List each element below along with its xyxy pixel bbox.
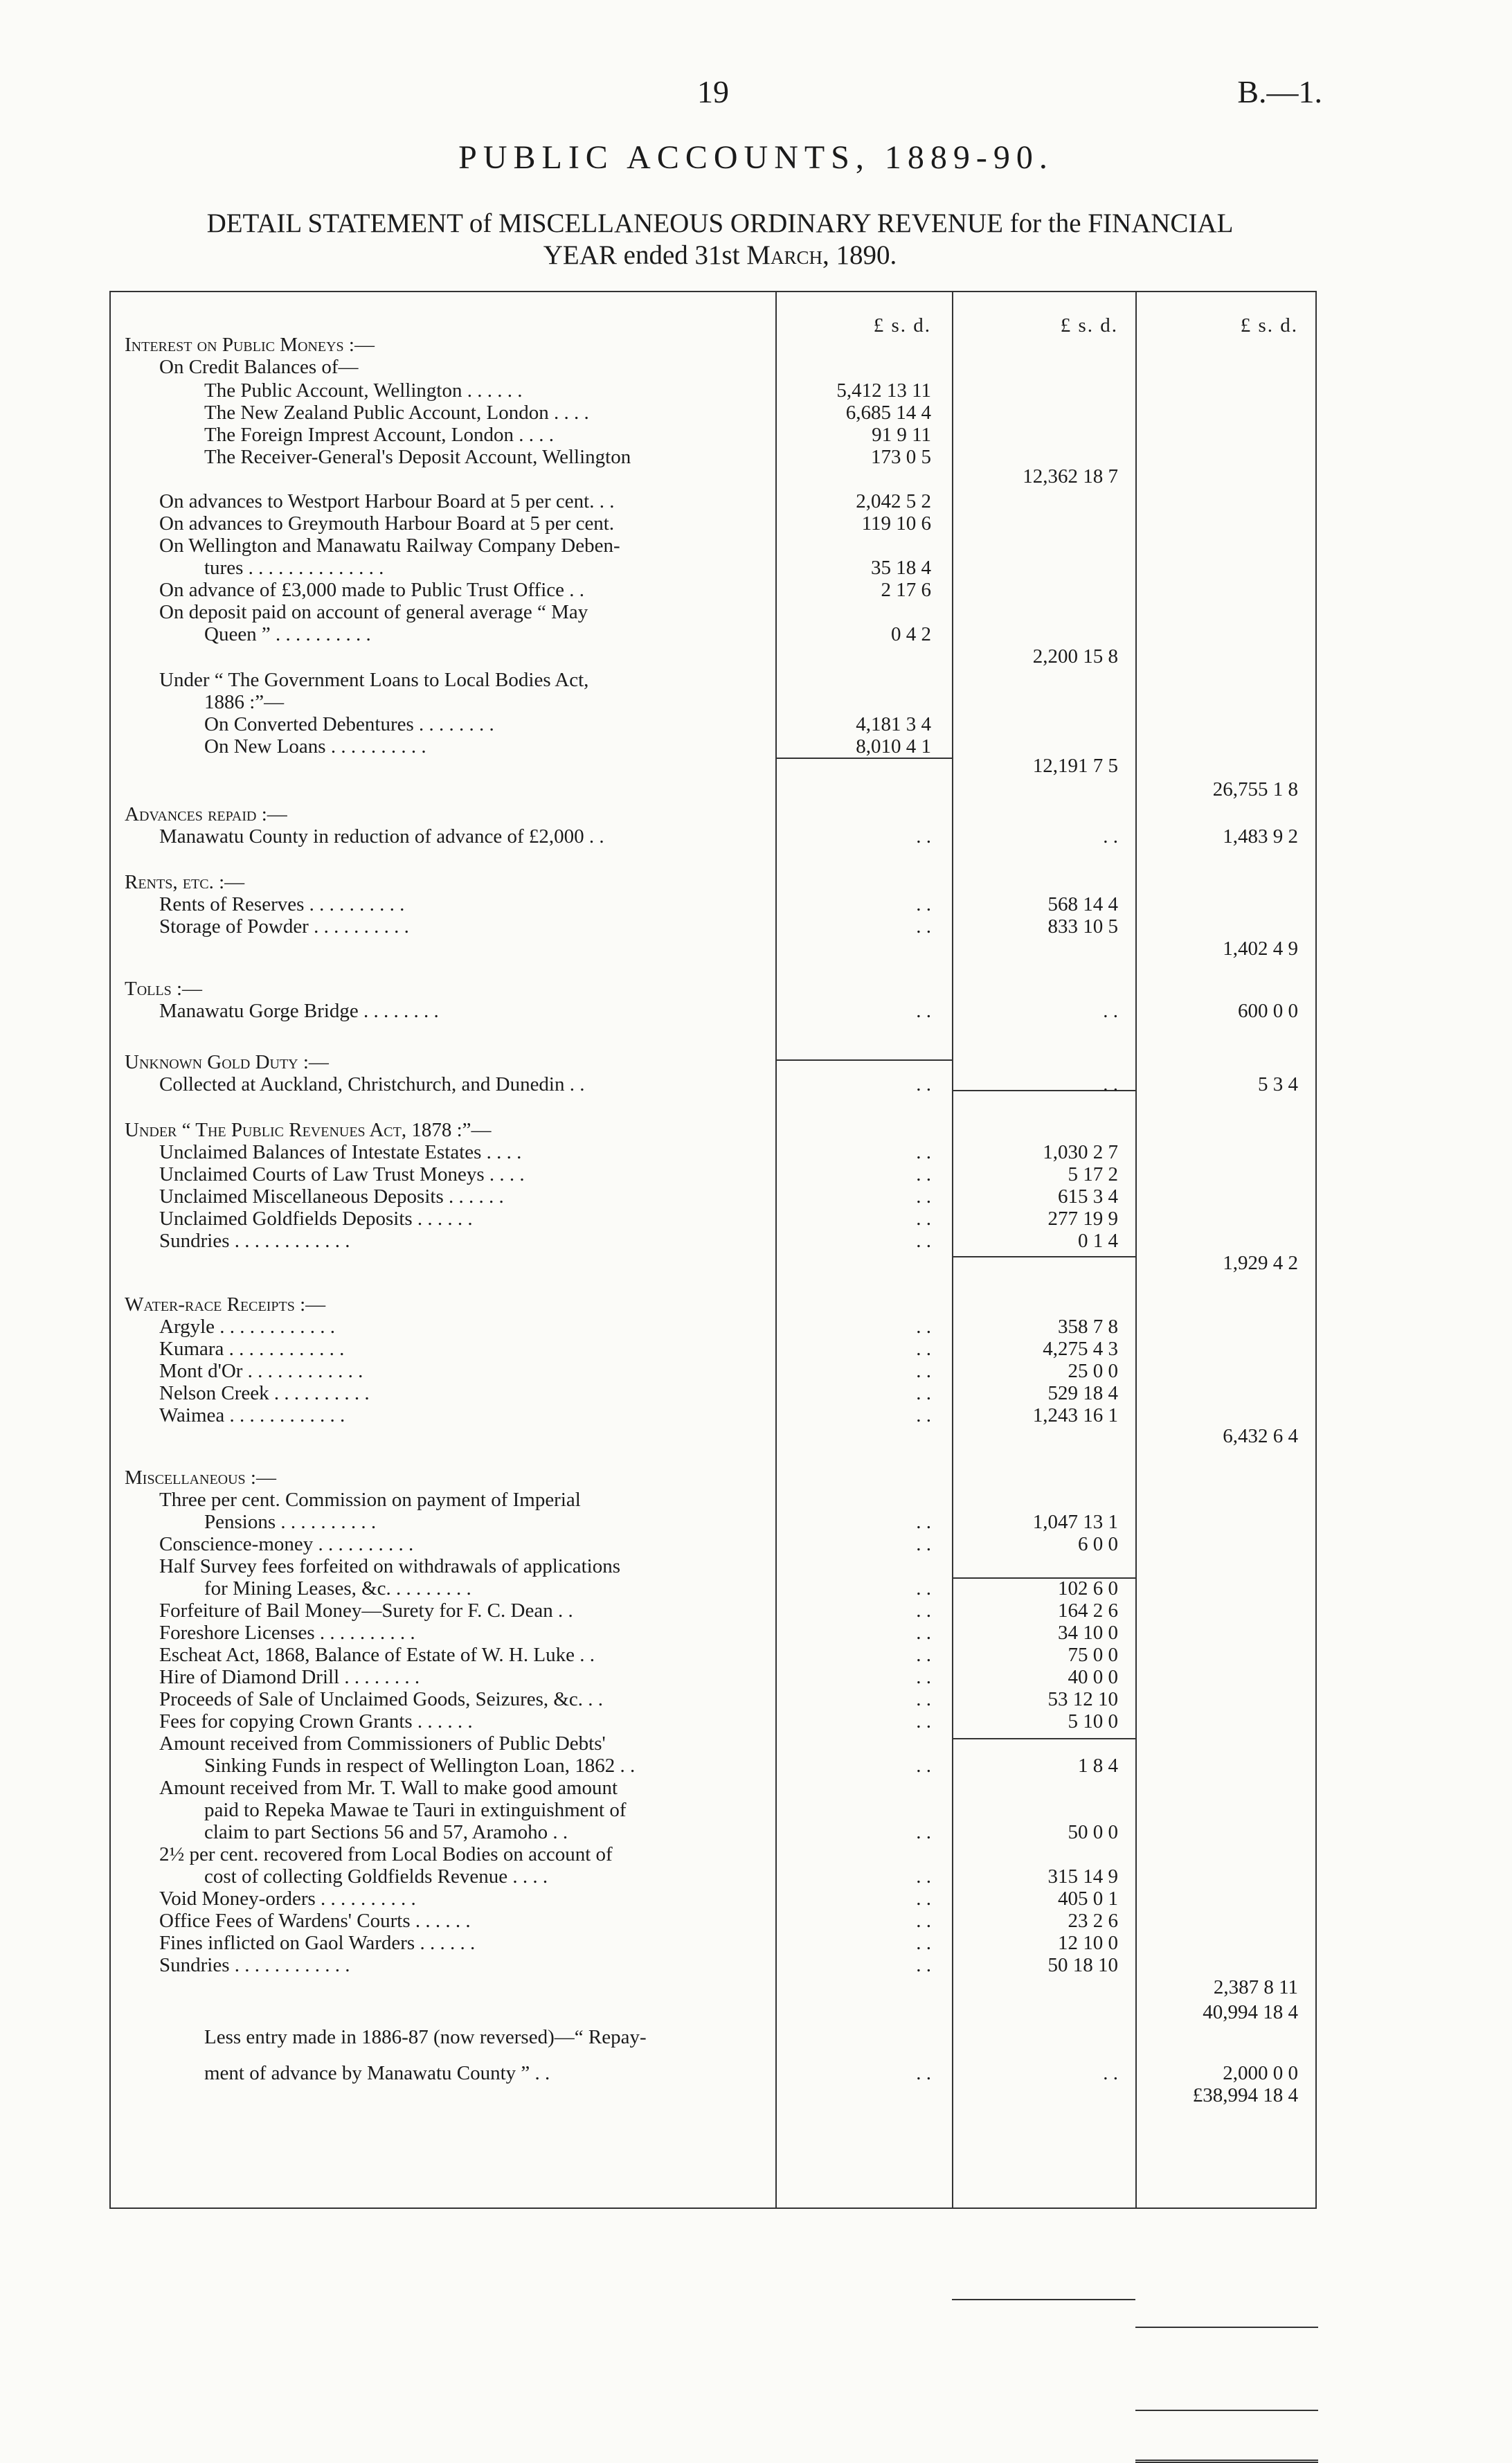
row-description: for Mining Leases, &c. . . . . . . . . [204,1577,471,1600]
amount-column-1: 4,181 3 4 [856,713,931,735]
amount-column-1: 0 4 2 [891,623,931,645]
row-description: Sundries . . . . . . . . . . . . [159,1230,350,1252]
table-row [111,579,1315,601]
amount-column-1: . . [916,1932,931,1954]
amount-column-1: . . [916,1644,931,1666]
section-heading: Water-race Receipts :— [125,1293,326,1316]
table-row [111,379,1315,402]
table-row [111,1976,1315,1998]
row-description: Pensions . . . . . . . . . . [204,1511,377,1533]
table-row [111,1843,1315,1865]
amount-column-3: 1,483 9 2 [1223,825,1298,848]
row-description: The Public Account, Wellington . . . . . . [204,379,523,402]
row-description: On advances to Westport Harbour Board at 5 per cent. . . [159,490,615,512]
row-description: Unclaimed Miscellaneous Deposits . . . . . . [159,1185,504,1208]
amount-column-2: . . [1103,1000,1118,1022]
table-row [111,893,1315,915]
amount-column-1: . . [916,1000,931,1022]
amount-column-2: 12,191 7 5 [1032,755,1118,777]
section-heading-row [111,871,1315,893]
amount-column-2: 25 0 0 [1068,1360,1118,1382]
table-row [111,1425,1315,1447]
amount-column-2: 34 10 0 [1058,1622,1118,1644]
section-heading: Rents, etc. :— [125,871,245,893]
amount-column-2: 529 18 4 [1047,1382,1118,1404]
table-row [111,1489,1315,1511]
revenue-table [109,291,1317,2209]
table-row [111,1799,1315,1821]
amount-column-1: . . [916,825,931,848]
table-row [111,1338,1315,1360]
table-row [111,1710,1315,1732]
row-description: tures . . . . . . . . . . . . . . [204,557,384,579]
row-description: Three per cent. Commission on payment of Imperial [159,1489,581,1511]
total-rule [1135,2327,1318,2328]
amount-column-2: 568 14 4 [1047,893,1118,915]
section-heading-row [111,334,1315,356]
row-description: Kumara . . . . . . . . . . . . [159,1338,345,1360]
section-heading: Unknown Gold Duty :— [125,1051,329,1073]
amount-column-1: . . [916,1954,931,1976]
row-description: Half Survey fees forfeited on withdrawals of applications [159,1555,620,1577]
subtotal-rule [952,2299,1135,2300]
table-row [111,1777,1315,1799]
column-header-3: £ s. d. [1240,314,1298,337]
amount-column-2: 405 0 1 [1058,1888,1118,1910]
amount-column-2: 23 2 6 [1068,1910,1118,1932]
subtitle-month: March [746,240,822,270]
amount-column-1: . . [916,1910,931,1932]
table-row [111,535,1315,557]
amount-column-1: 8,010 4 1 [856,735,931,758]
document-reference: B.—1. [1237,74,1322,109]
amount-column-1: . . [916,1533,931,1555]
row-description: Manawatu County in reduction of advance of £2,000 . . [159,825,604,848]
statement-subtitle [97,208,1343,271]
row-description: The Foreign Imprest Account, London . . . . [204,424,554,446]
table-row [111,490,1315,512]
table-row [111,1252,1315,1274]
table-row [111,557,1315,579]
row-description: Forfeiture of Bail Money—Surety for F. C. Dean . . [159,1600,573,1622]
amount-column-2: 1 8 4 [1078,1755,1118,1777]
amount-column-1: . . [916,1888,931,1910]
amount-column-2: 5 10 0 [1068,1710,1118,1732]
row-description: Less entry made in 1886-87 (now reversed)—“ Repay- [204,2026,647,2048]
row-description: Unclaimed Goldfields Deposits . . . . . . [159,1208,473,1230]
table-row [111,2084,1315,2106]
table-row [111,645,1315,668]
row-description: cost of collecting Goldfields Revenue . . . . [204,1865,548,1888]
table-row [111,691,1315,713]
subtitle-line-2-c: , 1890. [822,240,897,270]
total-rule [1135,2410,1318,2411]
table-row [111,1000,1315,1022]
section-heading: Miscellaneous :— [125,1467,276,1489]
amount-column-2: 5 17 2 [1068,1163,1118,1185]
section-heading-row [111,1119,1315,1141]
amount-column-1: . . [916,1141,931,1163]
amount-column-3: 5 3 4 [1258,1073,1298,1095]
row-description: Fees for copying Crown Grants . . . . . . [159,1710,473,1732]
amount-column-3: 1,929 4 2 [1223,1252,1298,1274]
amount-column-2: 1,243 16 1 [1032,1404,1118,1426]
row-description: Under “ The Government Loans to Local Bodies Act, [159,669,589,691]
row-description: claim to part Sections 56 and 57, Aramoho . . [204,1821,568,1843]
row-description: Waimea . . . . . . . . . . . . [159,1404,345,1426]
table-row [111,1600,1315,1622]
amount-column-1: 119 10 6 [861,512,931,535]
table-row [111,669,1315,691]
amount-column-1: . . [916,1865,931,1888]
table-row [111,1163,1315,1185]
table-row [111,1821,1315,1843]
section-heading: Tolls :— [125,978,203,1000]
amount-column-1: . . [916,1360,931,1382]
row-description: Fines inflicted on Gaol Warders . . . . . . [159,1932,476,1954]
row-description: On New Loans . . . . . . . . . . [204,735,426,758]
amount-column-1: . . [916,1230,931,1252]
table-row [111,778,1315,800]
table-row [111,1555,1315,1577]
amount-column-2: . . [1103,825,1118,848]
row-description: On Wellington and Manawatu Railway Company Deben- [159,535,620,557]
section-heading: Advances repaid :— [125,803,287,825]
row-description: Sundries . . . . . . . . . . . . [159,1954,350,1976]
row-description: Queen ” . . . . . . . . . . [204,623,371,645]
row-description: Office Fees of Wardens' Courts . . . . . . [159,1910,471,1932]
amount-column-2: 75 0 0 [1068,1644,1118,1666]
row-description: On advances to Greymouth Harbour Board at 5 per cent. [159,512,615,535]
row-description: Hire of Diamond Drill . . . . . . . . [159,1666,420,1688]
amount-column-3: 2,000 0 0 [1223,2062,1298,2084]
table-row [111,1404,1315,1426]
amount-column-1: 2,042 5 2 [856,490,931,512]
subtitle-line-1: DETAIL STATEMENT of MISCELLANEOUS ORDINARY REVENUE for the FINANCIAL [206,208,1234,238]
table-row [111,1932,1315,1954]
table-row [111,1755,1315,1777]
amount-column-3: 1,402 4 9 [1223,938,1298,960]
table-row [111,402,1315,424]
amount-column-3: 6,432 6 4 [1223,1425,1298,1447]
amount-column-2: 50 0 0 [1068,1821,1118,1843]
row-description: ment of advance by Manawatu County ” . . [204,2062,550,2084]
row-description: Sinking Funds in respect of Wellington Loan, 1862 . . [204,1755,636,1777]
amount-column-1: . . [916,1600,931,1622]
row-description: On Converted Debentures . . . . . . . . [204,713,494,735]
table-row [111,512,1315,535]
row-description: Argyle . . . . . . . . . . . . [159,1316,336,1338]
table-row [111,1688,1315,1710]
amount-column-1: . . [916,893,931,915]
row-description: Rents of Reserves . . . . . . . . . . [159,893,405,915]
amount-column-2: 833 10 5 [1047,915,1118,938]
amount-column-1: . . [916,1185,931,1208]
amount-column-2: 102 6 0 [1058,1577,1118,1600]
row-description: Nelson Creek . . . . . . . . . . [159,1382,370,1404]
row-description: The New Zealand Public Account, London . . . . [204,402,589,424]
amount-column-1: . . [916,1577,931,1600]
table-row [111,1622,1315,1644]
table-row [111,1316,1315,1338]
amount-column-1: . . [916,1163,931,1185]
amount-column-2: 615 3 4 [1058,1185,1118,1208]
amount-column-3: 40,994 18 4 [1203,2001,1298,2023]
table-row [111,1141,1315,1163]
table-row [111,623,1315,645]
table-row [111,1888,1315,1910]
row-description: Conscience-money . . . . . . . . . . [159,1533,414,1555]
amount-column-1: 35 18 4 [871,557,931,579]
amount-column-3: 26,755 1 8 [1212,778,1298,800]
amount-column-2: 12 10 0 [1058,1932,1118,1954]
amount-column-2: 0 1 4 [1078,1230,1118,1252]
section-heading-row [111,978,1315,1000]
amount-column-1: . . [916,1710,931,1732]
column-header-2: £ s. d. [1060,314,1118,337]
section-heading: Under “ The Public Revenues Act, 1878 :”— [125,1119,492,1141]
amount-column-2: . . [1103,1073,1118,1095]
amount-column-1: . . [916,1073,931,1095]
table-row [111,1185,1315,1208]
section-heading-row [111,1467,1315,1489]
row-description: 2½ per cent. recovered from Local Bodies on account of [159,1843,613,1865]
table-row [111,1382,1315,1404]
amount-column-1: . . [916,2062,931,2084]
table-row [111,2062,1315,2084]
amount-column-1: 173 0 5 [871,446,931,468]
amount-column-1: . . [916,1404,931,1426]
amount-column-2: 358 7 8 [1058,1316,1118,1338]
table-row [111,825,1315,848]
amount-column-2: 50 18 10 [1047,1954,1118,1976]
table-row [111,424,1315,446]
table-row [111,1360,1315,1382]
table-row [111,1577,1315,1600]
row-description: Unclaimed Balances of Intestate Estates . . . . [159,1141,522,1163]
amount-column-3: 2,387 8 11 [1213,1976,1298,1998]
amount-column-1: . . [916,1208,931,1230]
row-description: Foreshore Licenses . . . . . . . . . . [159,1622,415,1644]
row-description: Storage of Powder . . . . . . . . . . [159,915,409,938]
section-heading-row [111,1293,1315,1316]
row-description: Escheat Act, 1868, Balance of Estate of W. H. Luke . . [159,1644,595,1666]
table-row [111,1732,1315,1755]
amount-column-2: 53 12 10 [1047,1688,1118,1710]
grand-total-double-rule [1135,2460,1318,2463]
row-description: paid to Repeka Mawae te Tauri in extinguishment of [204,1799,627,1821]
table-row [111,1073,1315,1095]
amount-column-1: . . [916,1338,931,1360]
amount-column-2: 315 14 9 [1047,1865,1118,1888]
row-description: Amount received from Commissioners of Public Debts' [159,1732,606,1755]
section-heading-row [111,1051,1315,1073]
amount-column-2: 1,047 13 1 [1032,1511,1118,1533]
amount-column-1: . . [916,1382,931,1404]
subtitle-line-2 [97,240,1343,271]
table-row [111,601,1315,623]
page-title: PUBLIC ACCOUNTS, 1889-90. [458,139,1054,176]
table-row [111,465,1315,487]
section-heading-row [111,803,1315,825]
amount-column-1: 91 9 11 [872,424,931,446]
amount-column-1: . . [916,1755,931,1777]
row-description: Amount received from Mr. T. Wall to make good amount [159,1777,618,1799]
amount-column-1: . . [916,1316,931,1338]
page-number: 19 [697,74,729,109]
table-row [111,1208,1315,1230]
table-row [111,2026,1315,2048]
amount-column-2: 6 0 0 [1078,1533,1118,1555]
table-row [111,1865,1315,1888]
table-row [111,356,1315,378]
row-description: Manawatu Gorge Bridge . . . . . . . . [159,1000,439,1022]
subtitle-line-2-a: YEAR ended 31st [543,240,740,270]
table-row [111,1666,1315,1688]
row-description: Mont d'Or . . . . . . . . . . . . [159,1360,363,1382]
row-description: On advance of £3,000 made to Public Trust Office . . [159,579,585,601]
column-header-1: £ s. d. [873,314,931,337]
table-row [111,915,1315,938]
amount-column-1: . . [916,1666,931,1688]
table-row [111,1644,1315,1666]
amount-column-1: . . [916,1821,931,1843]
table-row [111,713,1315,735]
table-row [111,1954,1315,1976]
row-description: On deposit paid on account of general average “ May [159,601,588,623]
amount-column-2: 164 2 6 [1058,1600,1118,1622]
section-heading: Interest on Public Moneys :— [125,334,375,356]
amount-column-3: £38,994 18 4 [1192,2084,1298,2106]
amount-column-2: 40 0 0 [1068,1666,1118,1688]
table-row [111,1230,1315,1252]
amount-column-1: 5,412 13 11 [836,379,931,402]
amount-column-2: 2,200 15 8 [1032,645,1118,668]
amount-column-3: 600 0 0 [1238,1000,1298,1022]
amount-column-1: 2 17 6 [881,579,931,601]
table-row [111,1511,1315,1533]
table-row [111,755,1315,777]
amount-column-2: 1,030 2 7 [1043,1141,1118,1163]
amount-column-2: 4,275 4 3 [1043,1338,1118,1360]
table-row [111,1910,1315,1932]
row-description: 1886 :”— [204,691,285,713]
table-row [111,2001,1315,2023]
row-description: Void Money-orders . . . . . . . . . . [159,1888,416,1910]
amount-column-2: . . [1103,2062,1118,2084]
row-description: On Credit Balances of— [159,356,359,378]
amount-column-1: . . [916,915,931,938]
amount-column-1: 6,685 14 4 [845,402,931,424]
row-description: The Receiver-General's Deposit Account, Wellington [204,446,631,468]
table-row [111,938,1315,960]
table-row [111,1533,1315,1555]
row-description: Unclaimed Courts of Law Trust Moneys . . . . [159,1163,525,1185]
row-description: Collected at Auckland, Christchurch, and Dunedin . . [159,1073,585,1095]
amount-column-2: 277 19 9 [1047,1208,1118,1230]
amount-column-1: . . [916,1622,931,1644]
amount-column-1: . . [916,1688,931,1710]
amount-column-2: 12,362 18 7 [1023,465,1118,487]
amount-column-1: . . [916,1511,931,1533]
row-description: Proceeds of Sale of Unclaimed Goods, Seizures, &c. . . [159,1688,604,1710]
